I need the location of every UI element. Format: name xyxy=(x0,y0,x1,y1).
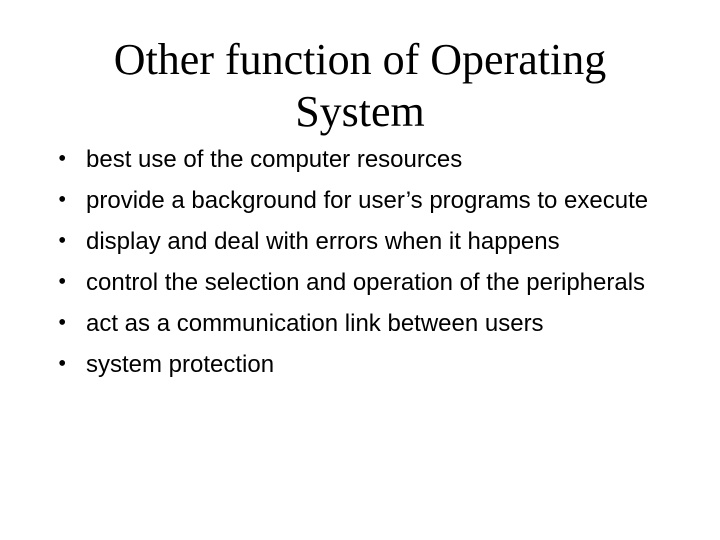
list-item xyxy=(58,145,658,174)
bullet-icon: • xyxy=(58,146,67,172)
bullet-icon: • xyxy=(58,351,67,377)
bullet-text: provide a background for user’s programs to execute xyxy=(86,187,649,214)
bullet-icon: • xyxy=(58,228,67,254)
list-item xyxy=(58,186,658,215)
bullet-list xyxy=(58,145,658,391)
bullet-icon: • xyxy=(58,187,67,213)
bullet-text: control the selection and operation of the peripherals xyxy=(86,269,646,296)
bullet-text: act as a communication link between users xyxy=(86,310,544,337)
bullet-text: best use of the computer resources xyxy=(86,146,463,173)
bullet-text: system protection xyxy=(86,351,275,378)
list-item xyxy=(58,227,658,256)
slide-title: Other function of Operating System xyxy=(113,35,607,136)
bullet-text: display and deal with errors when it happens xyxy=(86,228,560,255)
bullet-icon: • xyxy=(58,310,67,336)
bullet-icon: • xyxy=(58,269,67,295)
list-item xyxy=(58,309,658,338)
list-item xyxy=(58,350,658,379)
list-item xyxy=(58,268,658,297)
